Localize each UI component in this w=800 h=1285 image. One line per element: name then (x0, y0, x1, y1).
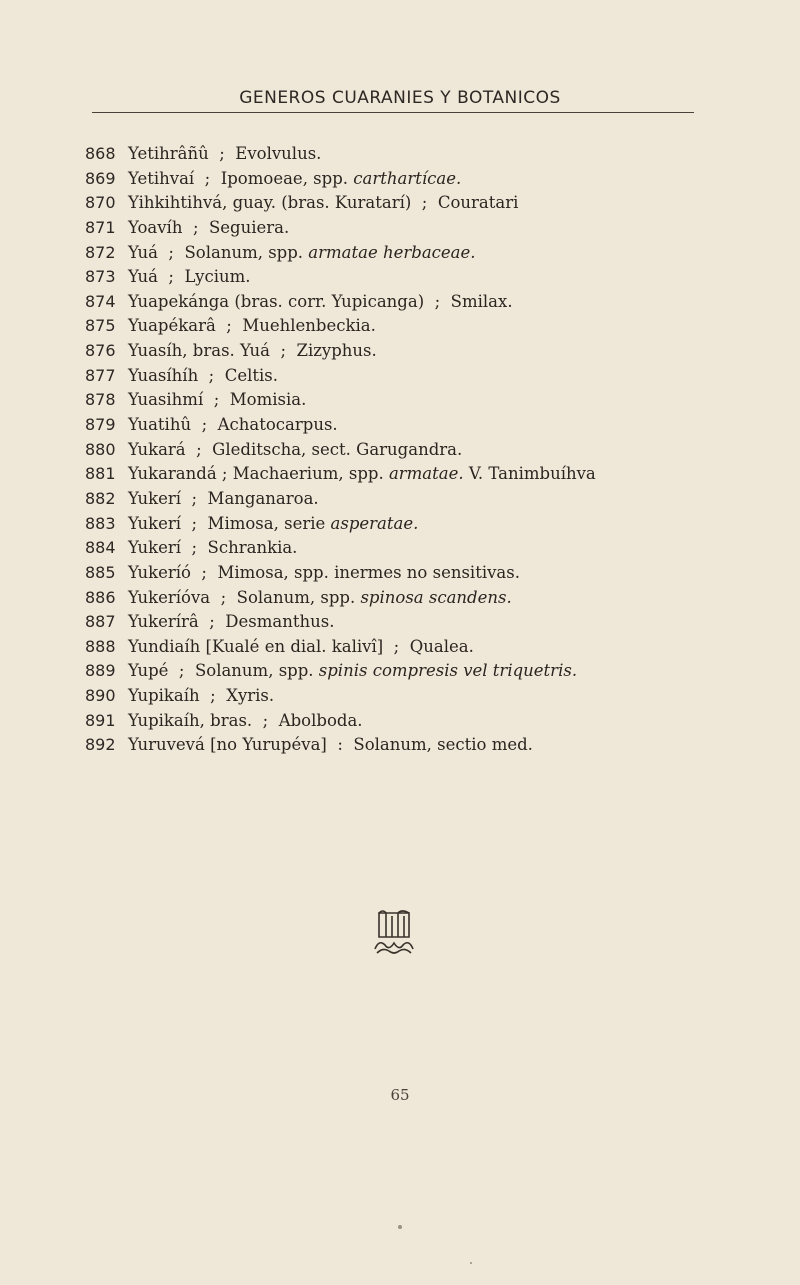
entry-number: 873 (85, 267, 116, 287)
entry-row (0, 734, 800, 759)
entry-text-part: Yundiaíh [Kualé en dial. kalivî] ; Qualea. (128, 636, 474, 656)
entry-text-part: Yupikaíh ; Xyris. (128, 686, 275, 706)
entry-text (128, 266, 251, 288)
entry-text (128, 562, 520, 584)
paper-speck (398, 1225, 402, 1229)
entry-text-part: Yuruvevá [no Yurupéva] : Solanum, sectio med. (128, 735, 533, 755)
entry-text (128, 710, 363, 732)
entry-number: 872 (85, 242, 116, 262)
entry-text (128, 365, 278, 387)
entry-text-part: Yuapekánga (bras. corr. Yupicanga) ; Smilax. (128, 291, 513, 311)
entry-number: 878 (85, 390, 116, 410)
entry-number: 886 (85, 587, 116, 607)
entry-number: 869 (85, 168, 116, 188)
entry-italic-text: spinosa scandens. (360, 587, 512, 607)
entry-row (0, 143, 800, 168)
entry-text-part: Yihkihtihvá, guay. (bras. Kuratarí) ; Couratari (128, 193, 519, 213)
entry-number: 887 (85, 612, 116, 632)
entry-row (0, 439, 800, 464)
entry-row (0, 562, 800, 587)
entry-text-part: Yuatihû ; Achatocarpus. (128, 415, 338, 435)
entry-text-part: Yukerírâ ; Desmanthus. (128, 612, 335, 632)
entry-text (128, 414, 338, 436)
entry-text (128, 389, 306, 411)
entry-text-part: V. Tanimbuíhva (463, 464, 596, 484)
entry-text-part: Yuá ; Solanum, spp. (128, 242, 309, 262)
entry-number: 890 (85, 686, 116, 706)
entry-number: 877 (85, 365, 116, 385)
entry-row (0, 660, 800, 685)
entry-text (128, 463, 596, 485)
entry-text (128, 242, 476, 264)
entry-italic-text: armatae. (388, 464, 464, 484)
entry-number: 889 (85, 661, 116, 681)
entry-text-part: Yuasíhíh ; Celtis. (128, 365, 279, 385)
entry-text-part: Yupikaíh, bras. ; Abolboda. (128, 710, 363, 730)
entry-text-part: Yukerí ; Mimosa, serie (128, 513, 331, 533)
entry-row (0, 611, 800, 636)
paper-speck (470, 1262, 472, 1264)
entry-italic-text: armatae herbaceae. (308, 242, 476, 262)
entry-text-part: Yuapékarâ ; Muehlenbeckia. (128, 316, 376, 336)
entry-number: 876 (85, 341, 116, 361)
entry-text-part: Yukerí ; Manganaroa. (128, 488, 319, 508)
entry-text (128, 488, 319, 510)
entry-row (0, 217, 800, 242)
entry-number: 888 (85, 636, 116, 656)
entry-row (0, 685, 800, 710)
entry-text-part: Yuasihmí ; Momisia. (128, 390, 307, 410)
entry-text (128, 315, 376, 337)
entry-text (128, 217, 289, 239)
entry-number: 882 (85, 488, 116, 508)
entry-text-part: Yoavíh ; Seguiera. (128, 217, 290, 237)
header-rule (92, 112, 694, 113)
entry-number: 881 (85, 464, 116, 484)
entry-text (128, 192, 518, 214)
entry-text-part: Yuasíh, bras. Yuá ; Zizyphus. (128, 341, 377, 361)
entry-text-part: Yukarandá ; Machaerium, spp. (128, 464, 389, 484)
entry-number: 874 (85, 291, 116, 311)
entry-number: 879 (85, 415, 116, 435)
entry-text (128, 291, 513, 313)
entry-row (0, 291, 800, 316)
running-head: GENEROS CUARANIES Y BOTANICOS (239, 88, 561, 108)
entry-text (128, 340, 377, 362)
entry-number: 883 (85, 513, 116, 533)
publisher-emblem-icon (369, 907, 419, 957)
entry-number: 871 (85, 217, 116, 237)
entry-text-part: Yukeríó ; Mimosa, spp. inermes no sensitivas. (128, 562, 520, 582)
entry-text (128, 636, 474, 658)
entry-text (128, 734, 533, 756)
entry-row (0, 340, 800, 365)
entry-row (0, 537, 800, 562)
entry-text (128, 685, 274, 707)
entry-number: 868 (85, 144, 116, 163)
entry-row (0, 365, 800, 390)
entry-text-part: Yetihrâñû ; Evolvulus. (128, 144, 322, 163)
entry-text-part: Yuá ; Lycium. (128, 267, 251, 287)
entry-text (128, 611, 334, 633)
entry-row (0, 587, 800, 612)
entry-number: 885 (85, 562, 116, 582)
entry-number: 880 (85, 439, 116, 459)
entry-italic-text: carthartícae. (353, 168, 462, 188)
entry-text (128, 587, 512, 609)
entry-text (128, 660, 577, 682)
entry-number: 891 (85, 710, 116, 730)
glossary-entries (0, 143, 800, 759)
entry-text (128, 168, 461, 190)
entry-text (128, 513, 418, 535)
entry-text (128, 439, 462, 461)
entry-text-part: Yupé ; Solanum, spp. (128, 661, 319, 681)
entry-text-part: Yukerí ; Schrankia. (128, 538, 298, 558)
entry-number: 870 (85, 193, 116, 213)
entry-row (0, 389, 800, 414)
entry-row (0, 463, 800, 488)
entry-number: 892 (85, 735, 116, 755)
entry-row (0, 710, 800, 735)
entry-text (128, 143, 321, 165)
entry-row (0, 242, 800, 267)
entry-text-part: Yukará ; Gleditscha, sect. Garugandra. (128, 439, 463, 459)
entry-number: 875 (85, 316, 116, 336)
entry-row (0, 488, 800, 513)
entry-row (0, 315, 800, 340)
entry-row (0, 266, 800, 291)
entry-row (0, 636, 800, 661)
entry-text (128, 537, 297, 559)
page-number: 65 (390, 1086, 410, 1104)
entry-number: 884 (85, 538, 116, 558)
entry-text-part: Yetihvaí ; Ipomoeae, spp. (128, 168, 354, 188)
entry-row (0, 168, 800, 193)
entry-italic-text: asperatae. (330, 513, 419, 533)
entry-text-part: Yukeríóva ; Solanum, spp. (128, 587, 361, 607)
entry-row (0, 192, 800, 217)
entry-row (0, 414, 800, 439)
entry-italic-text: spinis compresis vel triquetris. (318, 661, 578, 681)
entry-row (0, 513, 800, 538)
